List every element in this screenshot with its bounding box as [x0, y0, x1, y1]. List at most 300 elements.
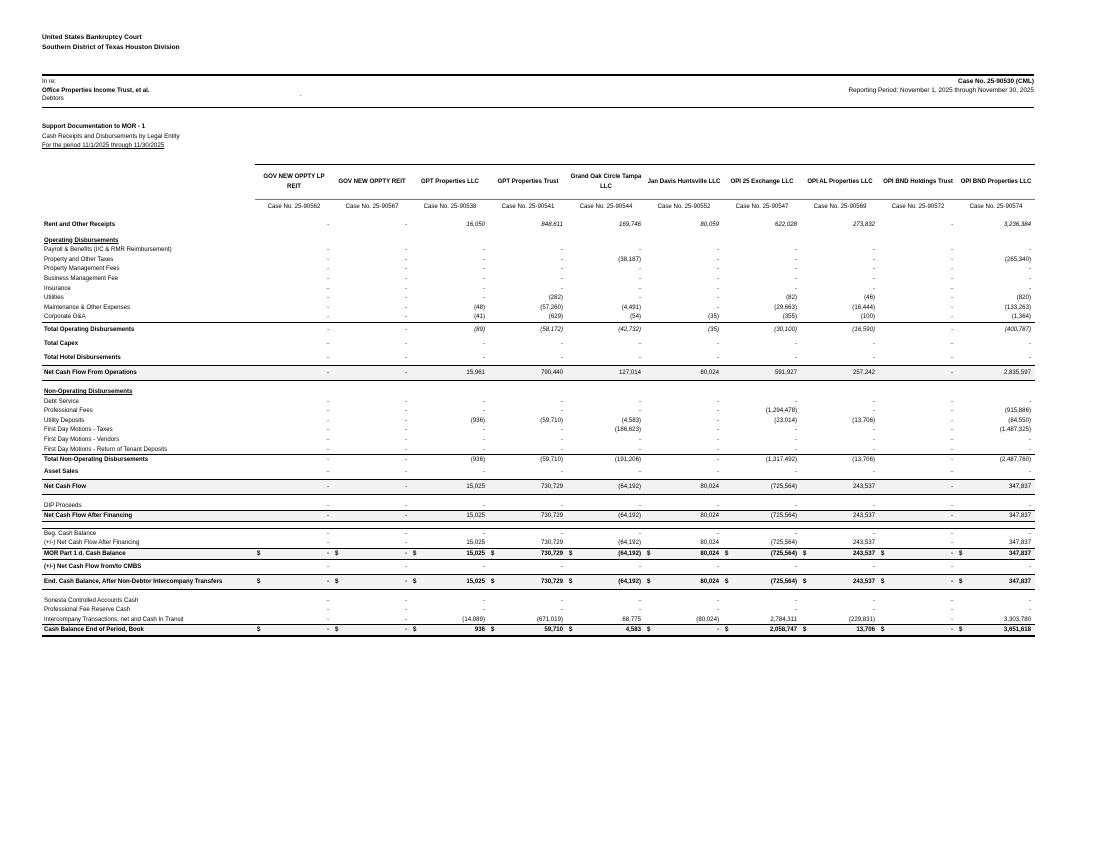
- value-cell: (13,706): [852, 456, 875, 464]
- value-cell: (820): [1016, 294, 1031, 302]
- money-cell: [333, 625, 411, 636]
- value-cell: -: [801, 528, 879, 538]
- table-row: [42, 220, 1035, 230]
- value-cell: (41): [411, 312, 489, 322]
- value-cell: -: [1028, 606, 1031, 614]
- row-label: Utility Deposits: [44, 416, 85, 424]
- money-cell: [411, 574, 489, 589]
- empty-cell: [879, 387, 957, 397]
- value-cell: 15,961: [411, 365, 489, 380]
- row-label: First Day Motions - Return of Tenant Deposits: [42, 445, 255, 455]
- money-value: -: [950, 577, 953, 585]
- value-cell: (2,487,760): [999, 456, 1031, 464]
- money-value: 4,583: [625, 626, 641, 634]
- value-cell: -: [482, 407, 485, 415]
- table-row: [42, 528, 1035, 538]
- value-cell: -: [482, 562, 485, 570]
- value-cell: 243,537: [801, 511, 879, 522]
- value-cell: 730,729: [489, 479, 567, 494]
- value-cell: -: [879, 511, 957, 522]
- value-cell: -: [950, 562, 953, 570]
- value-cell: -: [326, 467, 329, 475]
- table-row: [42, 445, 1035, 455]
- cash-flow-table: [42, 164, 1035, 637]
- court-district: Southern District of Texas Houston Division: [42, 44, 180, 51]
- value-cell: -: [638, 435, 641, 443]
- entity-case-number: Case No. 25-90569: [801, 200, 879, 215]
- value-cell: -: [950, 606, 953, 614]
- value-cell: (191,206): [614, 456, 641, 464]
- value-cell: -: [638, 467, 641, 475]
- row-label: Total Capex: [44, 339, 79, 347]
- value-cell: -: [411, 445, 489, 455]
- table-row: [42, 455, 1035, 465]
- value-cell: -: [560, 467, 563, 475]
- entity-case-number: Case No. 25-90562: [255, 200, 333, 215]
- value-cell: -: [404, 303, 407, 311]
- value-cell: -: [560, 397, 563, 405]
- value-cell: -: [638, 339, 641, 347]
- value-cell: -: [404, 407, 407, 415]
- column-header-row: [42, 165, 1035, 200]
- money-value: (725,564): [770, 550, 797, 558]
- currency-symbol: $: [569, 550, 573, 558]
- value-cell: (23,014): [774, 416, 797, 424]
- value-cell: -: [255, 528, 333, 538]
- empty-cell: [879, 236, 957, 246]
- value-cell: (16,590): [852, 325, 875, 333]
- value-cell: (13,706): [852, 416, 875, 424]
- value-cell: -: [645, 445, 723, 455]
- value-cell: (133,263): [1004, 303, 1031, 311]
- value-cell: -: [404, 246, 407, 254]
- row-label: Professional Fees: [44, 407, 93, 415]
- value-cell: -: [879, 538, 957, 548]
- table-row: [42, 406, 1035, 416]
- stray-dot: .: [300, 92, 302, 98]
- currency-symbol: $: [725, 626, 729, 634]
- value-cell: -: [872, 274, 875, 282]
- entity-case-number: Case No. 25-90572: [879, 200, 957, 215]
- value-cell: -: [638, 501, 641, 509]
- section-heading-row: [42, 236, 1035, 246]
- money-cell: [879, 549, 957, 560]
- value-cell: -: [404, 596, 407, 604]
- value-cell: -: [326, 562, 329, 570]
- value-cell: 80,059: [700, 221, 719, 228]
- value-cell: -: [950, 274, 953, 282]
- value-cell: -: [950, 221, 953, 228]
- value-cell: -: [879, 365, 957, 380]
- value-cell: -: [716, 339, 719, 347]
- value-cell: -: [326, 274, 329, 282]
- value-cell: -: [716, 353, 719, 361]
- empty-cell: [723, 387, 801, 397]
- value-cell: -: [950, 255, 953, 263]
- table-row: [42, 293, 1035, 303]
- value-cell: -: [404, 397, 407, 405]
- value-cell: -: [255, 511, 333, 522]
- entity-column-header: OPI AL Properties LLC: [801, 165, 879, 200]
- value-cell: -: [326, 426, 329, 434]
- case-block: [849, 78, 1034, 95]
- row-label: Property and Other Taxes: [44, 255, 114, 263]
- value-cell: -: [716, 246, 719, 254]
- money-value: -: [404, 577, 407, 585]
- row-label: Maintenance & Other Expenses: [44, 303, 131, 311]
- value-cell: -: [638, 353, 641, 361]
- row-label: Debt Service: [44, 397, 79, 405]
- value-cell: -: [794, 501, 797, 509]
- value-cell: -: [255, 538, 333, 548]
- row-label: Insurance: [44, 284, 71, 292]
- row-label: Professional Fee Reserve Cash: [44, 606, 131, 614]
- value-cell: -: [1028, 265, 1031, 273]
- value-cell: (48): [474, 303, 485, 311]
- debtor-name: Office Properties Income Trust, et al.: [42, 86, 150, 94]
- money-cell: [333, 549, 411, 560]
- value-cell: -: [326, 294, 329, 302]
- value-cell: -: [638, 274, 641, 282]
- value-cell: -: [794, 284, 797, 292]
- money-value: 3,651,618: [1003, 626, 1031, 634]
- currency-symbol: $: [725, 550, 729, 558]
- value-cell: -: [326, 303, 329, 311]
- currency-symbol: $: [725, 577, 729, 585]
- value-cell: -: [482, 339, 485, 347]
- value-cell: -: [950, 416, 953, 424]
- value-cell: -: [872, 407, 875, 415]
- value-cell: (400,787): [1004, 325, 1031, 333]
- money-value: 80,024: [700, 550, 719, 558]
- table-row: [42, 605, 1035, 615]
- value-cell: -: [794, 339, 797, 347]
- row-label: Net Cash Flow From Operations: [42, 365, 255, 380]
- value-cell: 15,025: [411, 538, 489, 548]
- value-cell: -: [716, 501, 719, 509]
- value-cell: -: [950, 615, 953, 623]
- currency-symbol: $: [647, 550, 651, 558]
- empty-cell: [801, 387, 879, 397]
- value-cell: -: [404, 353, 407, 361]
- value-cell: -: [638, 294, 641, 302]
- money-value: (64,192): [618, 577, 641, 585]
- money-cell: [333, 574, 411, 589]
- currency-symbol: $: [335, 550, 339, 558]
- currency-symbol: $: [413, 626, 417, 634]
- value-cell: -: [716, 407, 719, 415]
- support-block: [42, 122, 180, 151]
- value-cell: (629): [489, 312, 567, 322]
- value-cell: -: [255, 365, 333, 380]
- value-cell: 127,014: [567, 365, 645, 380]
- value-cell: 3,236,384: [1003, 221, 1031, 228]
- reporting-period: Reporting Period: November 1, 2025 through November 30, 2025: [848, 86, 1034, 94]
- value-cell: -: [482, 246, 485, 254]
- value-cell: (186,623): [614, 426, 641, 434]
- value-cell: -: [1028, 397, 1031, 405]
- section-heading-row: [42, 387, 1035, 397]
- value-cell: 591,927: [723, 365, 801, 380]
- value-cell: -: [333, 365, 411, 380]
- row-label: Net Cash Flow After Financing: [42, 511, 255, 522]
- currency-symbol: $: [803, 550, 807, 558]
- row-label: Total Non-Operating Disbursements: [44, 456, 149, 464]
- money-value: 13,706: [856, 626, 875, 634]
- table-row: [42, 264, 1035, 274]
- currency-symbol: $: [257, 626, 261, 634]
- empty-cell: [723, 236, 801, 246]
- value-cell: -: [489, 445, 567, 455]
- value-cell: -: [794, 562, 797, 570]
- value-cell: -: [560, 407, 563, 415]
- value-cell: (915,886): [1004, 407, 1031, 415]
- value-cell: -: [560, 255, 563, 263]
- money-cell: [723, 625, 801, 636]
- table-row: [42, 596, 1035, 606]
- value-cell: (84,550): [1008, 416, 1031, 424]
- empty-cell: [489, 387, 567, 397]
- value-cell: -: [879, 445, 957, 455]
- value-cell: -: [326, 435, 329, 443]
- value-cell: -: [794, 353, 797, 361]
- value-cell: 3,303,780: [1003, 615, 1031, 623]
- money-value: 936: [474, 626, 485, 634]
- value-cell: -: [326, 221, 329, 228]
- value-cell: 347,837: [957, 511, 1035, 522]
- value-cell: -: [872, 339, 875, 347]
- table-row: [42, 255, 1035, 265]
- value-cell: -: [872, 426, 875, 434]
- currency-symbol: $: [647, 626, 651, 634]
- value-cell: (1,364): [957, 312, 1035, 322]
- entity-column-header: GPT Properties LLC: [411, 165, 489, 200]
- value-cell: -: [950, 501, 953, 509]
- value-cell: -: [560, 274, 563, 282]
- value-cell: (89): [474, 325, 485, 333]
- value-cell: -: [794, 265, 797, 273]
- value-cell: 347,837: [957, 479, 1035, 494]
- value-cell: (57,260): [540, 303, 563, 311]
- value-cell: -: [326, 265, 329, 273]
- value-cell: -: [1028, 246, 1031, 254]
- money-value: -: [404, 550, 407, 558]
- value-cell: -: [560, 596, 563, 604]
- table-row: [42, 549, 1035, 560]
- value-cell: -: [404, 456, 407, 464]
- value-cell: (80,024): [696, 615, 719, 623]
- value-cell: -: [879, 312, 957, 322]
- court-header: [42, 33, 180, 53]
- currency-symbol: $: [413, 550, 417, 558]
- value-cell: -: [716, 426, 719, 434]
- empty-cell: [411, 236, 489, 246]
- value-cell: -: [957, 528, 1035, 538]
- spacer-cell: [42, 521, 1035, 528]
- value-cell: -: [560, 265, 563, 273]
- in-re-block: [42, 78, 150, 104]
- value-cell: -: [404, 274, 407, 282]
- table-row: [42, 416, 1035, 426]
- value-cell: -: [950, 596, 953, 604]
- row-label: DIP Proceeds: [44, 501, 82, 509]
- value-cell: -: [872, 255, 875, 263]
- currency-symbol: $: [881, 626, 885, 634]
- row-label: Beg. Cash Balance: [42, 528, 255, 538]
- value-cell: -: [716, 303, 719, 311]
- empty-cell: [489, 236, 567, 246]
- value-cell: -: [1028, 274, 1031, 282]
- value-cell: -: [326, 284, 329, 292]
- value-cell: (725,564): [723, 479, 801, 494]
- value-cell: -: [638, 596, 641, 604]
- spacer-row: [42, 521, 1035, 528]
- row-label: Sonesta Controlled Accounts Cash: [44, 596, 139, 604]
- court-name: United States Bankruptcy Court: [42, 34, 142, 41]
- in-re-label: In re:: [42, 78, 57, 85]
- value-cell: -: [404, 562, 407, 570]
- value-cell: -: [404, 265, 407, 273]
- table-row: [42, 365, 1035, 380]
- header-blank-cell: [42, 165, 255, 200]
- table-row: [42, 511, 1035, 522]
- empty-cell: [957, 236, 1035, 246]
- value-cell: -: [560, 435, 563, 443]
- row-label: (+/-) Net Cash Flow from/to CMBS: [44, 562, 142, 570]
- money-cell: [645, 549, 723, 560]
- value-cell: -: [326, 353, 329, 361]
- value-cell: (35): [708, 325, 719, 333]
- value-cell: (82): [786, 294, 797, 302]
- value-cell: 243,537: [801, 538, 879, 548]
- value-cell: -: [404, 416, 407, 424]
- money-cell: [801, 549, 879, 560]
- value-cell: -: [560, 284, 563, 292]
- value-cell: -: [879, 479, 957, 494]
- value-cell: 2,784,311: [770, 615, 797, 623]
- value-cell: -: [255, 479, 333, 494]
- currency-symbol: $: [413, 577, 417, 585]
- value-cell: -: [326, 397, 329, 405]
- value-cell: -: [326, 246, 329, 254]
- money-value: -: [404, 626, 407, 634]
- currency-symbol: $: [647, 577, 651, 585]
- value-cell: -: [950, 407, 953, 415]
- money-value: 347,837: [1008, 577, 1031, 585]
- currency-symbol: $: [959, 577, 963, 585]
- value-cell: -: [560, 353, 563, 361]
- value-cell: -: [638, 606, 641, 614]
- value-cell: (64,192): [567, 479, 645, 494]
- money-value: -: [326, 577, 329, 585]
- value-cell: -: [950, 303, 953, 311]
- currency-symbol: $: [257, 577, 261, 585]
- value-cell: -: [950, 353, 953, 361]
- row-label: Net Cash Flow: [42, 479, 255, 494]
- entity-column-header: GOV NEW OPPTY LP REIT: [255, 165, 333, 200]
- value-cell: -: [716, 265, 719, 273]
- value-cell: -: [950, 456, 953, 464]
- value-cell: -: [872, 501, 875, 509]
- value-cell: -: [638, 407, 641, 415]
- value-cell: -: [326, 407, 329, 415]
- value-cell: -: [255, 445, 333, 455]
- currency-symbol: $: [491, 626, 495, 634]
- value-cell: -: [482, 353, 485, 361]
- row-label: MOR Part 1 d. Cash Balance: [42, 549, 255, 560]
- entity-case-number: Case No. 25-90552: [645, 200, 723, 215]
- value-cell: -: [872, 397, 875, 405]
- value-cell: -: [794, 397, 797, 405]
- empty-cell: [255, 387, 333, 397]
- value-cell: (725,564): [723, 511, 801, 522]
- table-row: [42, 351, 1035, 366]
- value-cell: 257,242: [801, 365, 879, 380]
- value-cell: -: [879, 528, 957, 538]
- value-cell: -: [950, 397, 953, 405]
- value-cell: -: [794, 255, 797, 263]
- value-cell: 2,835,597: [957, 365, 1035, 380]
- value-cell: -: [560, 246, 563, 254]
- money-cell: [645, 625, 723, 636]
- row-label: Business Management Fee: [44, 274, 119, 282]
- value-cell: (671,019): [536, 615, 563, 623]
- case-number: Case No. 25-90530 (CML): [957, 78, 1034, 85]
- value-cell: -: [404, 435, 407, 443]
- table-row: [42, 303, 1035, 313]
- value-cell: -: [716, 294, 719, 302]
- value-cell: -: [716, 435, 719, 443]
- value-cell: (58,172): [540, 325, 563, 333]
- value-cell: (1,487,325): [999, 426, 1031, 434]
- value-cell: -: [716, 467, 719, 475]
- value-cell: -: [404, 606, 407, 614]
- value-cell: -: [404, 294, 407, 302]
- table-row: [42, 274, 1035, 284]
- table-row: [42, 435, 1035, 445]
- value-cell: (1,294,478): [765, 407, 797, 415]
- value-cell: 790,440: [489, 365, 567, 380]
- money-cell: [489, 549, 567, 560]
- entity-case-number: Case No. 25-90541: [489, 200, 567, 215]
- table-row: [42, 425, 1035, 435]
- value-cell: -: [723, 445, 801, 455]
- value-cell: -: [716, 416, 719, 424]
- value-cell: (936): [470, 416, 485, 424]
- value-cell: -: [950, 294, 953, 302]
- header-bottom-rule: [42, 107, 1034, 108]
- value-cell: -: [716, 606, 719, 614]
- row-label: Cash Balance End of Period, Book: [42, 625, 255, 636]
- value-cell: (59,710): [540, 456, 563, 464]
- value-cell: -: [404, 615, 407, 623]
- value-cell: -: [326, 325, 329, 333]
- money-cell: [645, 574, 723, 589]
- value-cell: -: [716, 397, 719, 405]
- value-cell: -: [716, 255, 719, 263]
- value-cell: -: [326, 615, 329, 623]
- value-cell: -: [404, 339, 407, 347]
- row-label: First Day Motions - Taxes: [44, 426, 113, 434]
- value-cell: -: [794, 467, 797, 475]
- header-top-rule: [42, 74, 1034, 76]
- entity-case-number: Case No. 25-90567: [333, 200, 411, 215]
- money-cell: [957, 549, 1035, 560]
- value-cell: -: [333, 479, 411, 494]
- value-cell: (355): [723, 312, 801, 322]
- table-row: [42, 245, 1035, 255]
- table-row: [42, 312, 1035, 322]
